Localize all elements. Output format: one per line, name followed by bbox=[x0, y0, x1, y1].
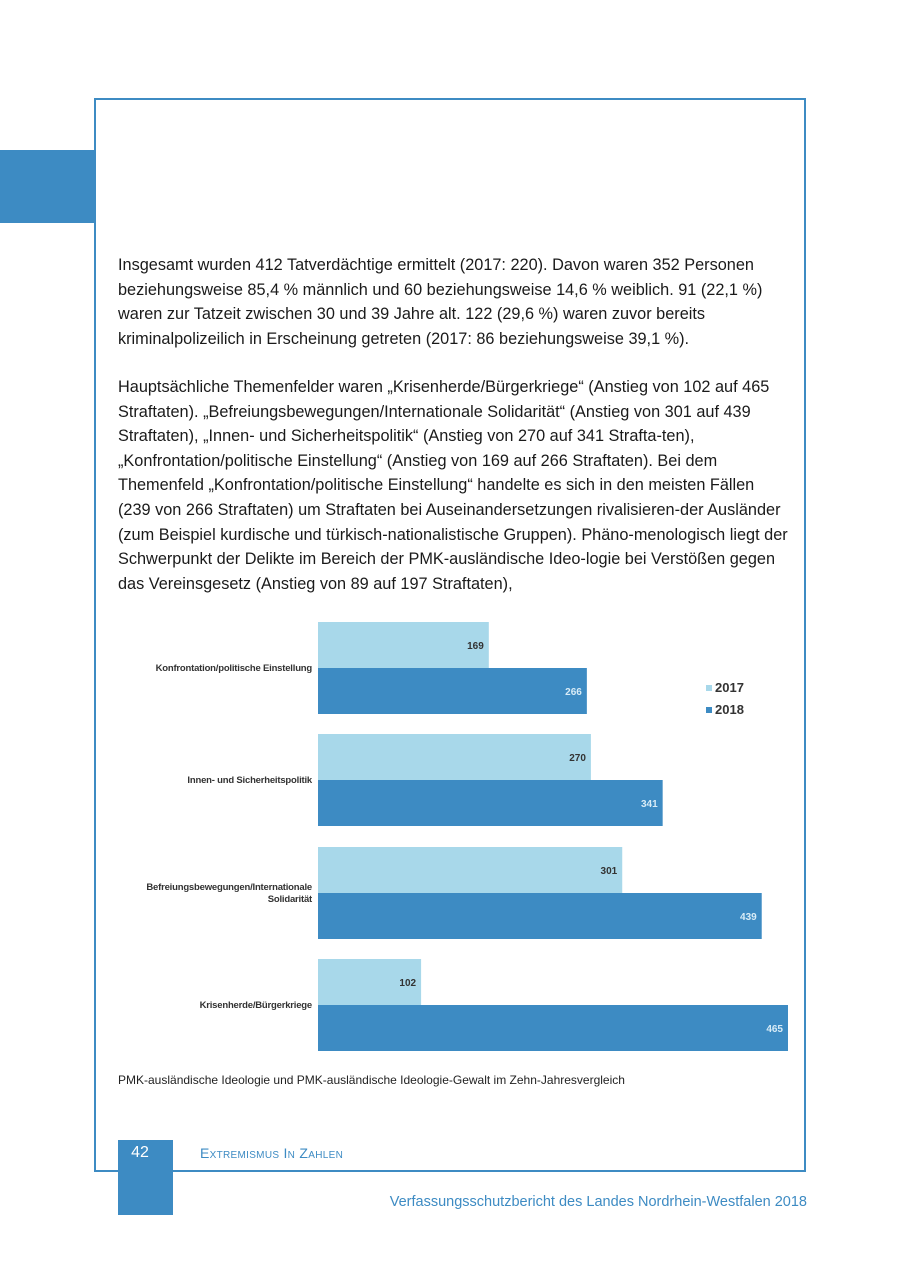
paragraph-topics: Hauptsächliche Themenfelder waren „Krisenherde/Bürgerkriege“ (Anstieg von 102 auf 465 Straftaten). „Befreiungsbewegungen/Internationale Solidarität“ (Anstieg von 301 auf 439 Straftaten), „Innen- und Sicherheitspolitik“ (Anstieg von 270 auf 341 Strafta-ten), „Konfrontation/politische Einstellung“ (Anstieg von 169 auf 266 Straftaten). Bei dem Themenfeld „Konfrontation/politische Einstellung“ handelte es sich in den meisten Fällen (239 von 266 Straftaten) um Straftaten bei Auseinandersetzungen rivalisieren-der Ausländer (zum Beispiel kurdische und türkisch-nationalistische Gruppen). Phäno-menologisch liegt der Schwerpunkt der Delikte im Bereich der PMK-ausländische Ideo-logie bei Verstößen gegen das Vereinsgesetz (Anstieg von 89 auf 197 Straftaten), bbox=[118, 378, 788, 593]
page-number: 42 bbox=[131, 1144, 149, 1161]
category-label-3-0: Krisenherde/Bürgerkriege bbox=[199, 1000, 312, 1011]
value-label-2017-3: 102 bbox=[399, 978, 417, 989]
bar-2018-2 bbox=[318, 893, 762, 939]
chart-caption: PMK-ausländische Ideologie und PMK-ausländische Ideologie-Gewalt im Zehn-Jahresvergleich bbox=[118, 1073, 625, 1087]
bar-2017-0 bbox=[318, 622, 489, 668]
bar-2017-2 bbox=[318, 847, 622, 893]
report-title: Verfassungsschutzbericht des Landes Nordrhein-Westfalen 2018 bbox=[389, 1194, 807, 1210]
legend-label-2018: 2018 bbox=[715, 702, 744, 717]
value-label-2018-0: 266 bbox=[565, 687, 582, 698]
value-label-2018-3: 465 bbox=[766, 1024, 783, 1035]
category-label-1-0: Innen- und Sicherheitspolitik bbox=[187, 775, 312, 786]
value-label-2017-2: 301 bbox=[600, 866, 618, 877]
side-tab-marker bbox=[0, 150, 94, 223]
category-label-0-0: Konfrontation/politische Einstellung bbox=[155, 663, 312, 674]
category-label-2-0: Befreiungsbewegungen/Internationale bbox=[146, 882, 312, 893]
value-label-2018-1: 341 bbox=[640, 799, 658, 810]
paragraph-suspects: Insgesamt wurden 412 Tatverdächtige ermittelt (2017: 220). Davon waren 352 Personen beziehungsweise 85,4 % männlich und 60 beziehungsweise 14,6 % weiblich. 91 (22,1 %) waren zur Tatzeit zwischen 30 und 39 Jahre alt. 122 (29,6 %) waren zuvor bereits kriminalpolizeilich in Erscheinung getreten (2017: 86 beziehungsweise 39,1 %). bbox=[118, 256, 763, 348]
category-label-2-1: Solidarität bbox=[267, 894, 312, 905]
bar-2018-3 bbox=[318, 1005, 788, 1051]
legend-swatch-2017 bbox=[706, 685, 712, 691]
legend-swatch-2018 bbox=[706, 707, 712, 713]
value-label-2018-2: 439 bbox=[740, 912, 757, 923]
value-label-2017-0: 169 bbox=[467, 641, 484, 652]
bar-chart bbox=[100, 612, 800, 1062]
bar-2017-1 bbox=[318, 734, 591, 780]
bar-2018-0 bbox=[318, 668, 587, 714]
value-label-2017-1: 270 bbox=[569, 753, 586, 764]
legend-label-2017: 2017 bbox=[715, 680, 744, 695]
section-title: Extremismus In Zahlen bbox=[200, 1145, 344, 1161]
page-number-box bbox=[118, 1140, 173, 1215]
bar-2018-1 bbox=[318, 780, 663, 826]
